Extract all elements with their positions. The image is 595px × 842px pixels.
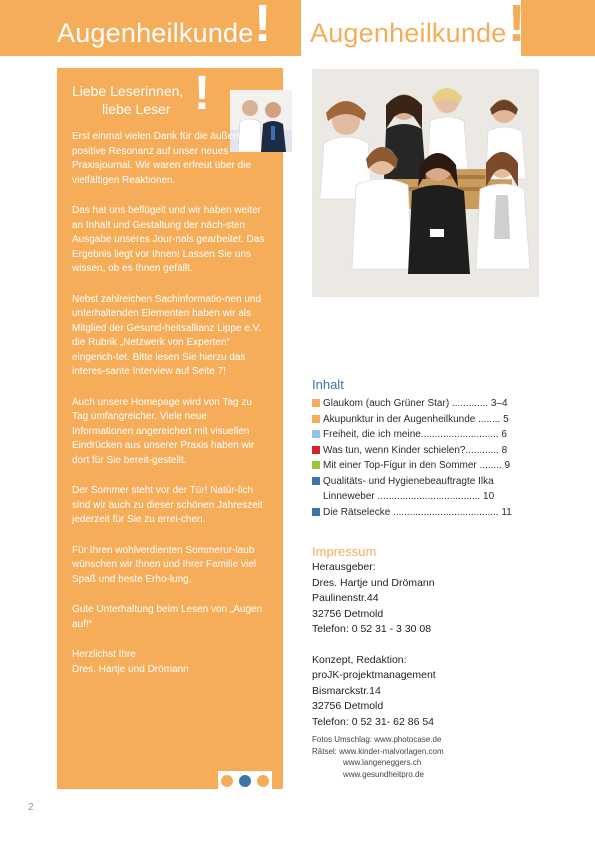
toc-bullet-icon [312, 399, 320, 407]
toc-item[interactable] [312, 458, 540, 474]
credit-link: www.gesundheitpro.de [343, 769, 424, 779]
header-exclaim-left: ! [254, 0, 272, 53]
impressum-line: proJK-projektmanagement [312, 669, 436, 681]
toc-item[interactable] [312, 412, 540, 428]
impressum-line: 32756 Detmold [312, 607, 384, 620]
logo-eye-icon [257, 775, 269, 787]
toc-item-label: Freiheit, die ich meine............................ 6 [323, 429, 507, 440]
toc-item-label: Die Rätselecke ...................................... 11 [323, 506, 512, 518]
impressum-line: Dres. Hartje und Drömann [312, 576, 435, 589]
greeting-line-1: Liebe Leserinnen, [72, 83, 184, 99]
letter-closing: Herzlichst Ihre [72, 649, 136, 660]
page-number: 2 [28, 802, 34, 813]
toc-bullet-icon [312, 430, 320, 438]
toc-item-label: Was tun, wenn Kinder schielen?............ 8 [323, 444, 508, 456]
toc-item[interactable] [312, 396, 540, 412]
header-title-left: Augenheilkunde [57, 18, 254, 48]
table-of-contents [312, 396, 540, 520]
impressum-line: Telefon: 0 52 31 - 3 30 08 [312, 623, 432, 635]
letter-paragraph: Auch unsere Homepage wird von Tag zu Tag umfangreicher. Viele neue Informationen angereichert mit visuellen Eindrücken aus unserer Praxis haben wir dort für Sie bereit-gestellt. [72, 396, 255, 466]
credits [312, 734, 444, 780]
logo-eye-icon [221, 775, 233, 787]
logo-eye-icon [239, 775, 251, 787]
letter-body [72, 130, 267, 677]
toc-item-label: Glaukom (auch Grüner Star) ............. 3–4 [323, 398, 508, 409]
greeting-line-2: liebe Leser [102, 101, 171, 117]
letter-paragraph: Für Ihren wohlverdienten Sommerur-laub wünschen wir Ihnen und Ihrer Familie viel Spaß und beste Erho-lung. [72, 544, 256, 585]
letter-paragraph: Gute Unterhaltung beim Lesen von „Augen auf!“ [72, 604, 263, 630]
credit-link: www.langeneggers.ch [343, 758, 422, 767]
impressum-line: Paulinenstr.44 [312, 592, 379, 604]
toc-bullet-icon [312, 446, 320, 454]
header-band-right [521, 0, 595, 56]
header-exclaim-right: ! [508, 0, 526, 53]
impressum-line: Herausgeber: [312, 561, 376, 573]
header-band-gap [283, 0, 301, 56]
letter-greeting [72, 82, 183, 118]
editorial-letter [57, 68, 283, 789]
toc-bullet-icon [312, 415, 320, 423]
credit-puzzle: Rätsel: www.kinder-malvorlagen.com [312, 746, 444, 756]
impressum-editorial [312, 653, 436, 731]
letter-paragraph: Nebst zahlreichen Sachinformatio-nen und unterhaltenden Elementen haben wir als Mitglied der Gesund-heitsallianz Lippe e.V. die Rubrik „Netzwerk von Experten“ eingerich-tet. Bitte lesen Sie hierzu das interes-sante Interview auf Seite 7! [72, 293, 262, 377]
toc-item[interactable] [312, 474, 540, 505]
letter-paragraph: Erst einmal vielen Dank für die äußerst positive Resonanz auf unser neues Praxisjournal. Wir waren erfreut über die vielfältigen Reaktionen. [72, 131, 251, 186]
toc-item-label: Mit einer Top-Figur in den Sommer ........ 9 [323, 460, 511, 471]
credit-photos: Fotos Umschlag: www.photocase.de [312, 735, 442, 744]
impressum-publisher [312, 560, 436, 638]
toc-bullet-icon [312, 477, 320, 485]
toc-item[interactable] [312, 505, 540, 521]
impressum-line: Konzept, Redaktion: [312, 653, 407, 666]
toc-bullet-icon [312, 461, 320, 469]
toc-item-label: Akupunktur in der Augenheilkunde ........ 5 [323, 413, 509, 425]
letter-paragraph: Das hat uns beflügelt und wir haben weiter an Inhalt und Gestaltung der näch-sten Ausgabe unseres Jour-nals gearbeitet. Das Ergebnis liegt vor Ihnen! Lassen Sie uns wissen, ob es Ihnen gefällt. [72, 205, 265, 274]
impressum-line: Telefon: 0 52 31- 62 86 54 [312, 715, 435, 728]
team-photo [312, 69, 539, 297]
letter-exclaim: ! [194, 67, 210, 120]
toc-item[interactable] [312, 443, 540, 459]
letter-signature [72, 648, 267, 677]
header-title-right: Augenheilkunde [310, 18, 507, 48]
practice-logo [218, 771, 272, 791]
toc-bullet-icon [312, 508, 320, 516]
impressum-title: Impressum [312, 544, 377, 559]
toc-title: Inhalt [312, 377, 344, 392]
toc-item[interactable] [312, 427, 540, 443]
impressum-line: 32756 Detmold [312, 700, 384, 712]
impressum-line: Bismarckstr.14 [312, 684, 381, 697]
toc-item-label: Qualitäts- und Hygienebeauftragte Ilka Linneweber ..................................... 10 [323, 475, 495, 502]
impressum [312, 560, 436, 745]
letter-paragraph: Der Sommer steht vor der Tür! Natür-lich sind wir auch zu dieser schönen Jahreszeit jederzeit für Sie zu errei-chen. [72, 485, 263, 525]
letter-signature-names: Dres. Hartje und Drömann [72, 663, 189, 675]
